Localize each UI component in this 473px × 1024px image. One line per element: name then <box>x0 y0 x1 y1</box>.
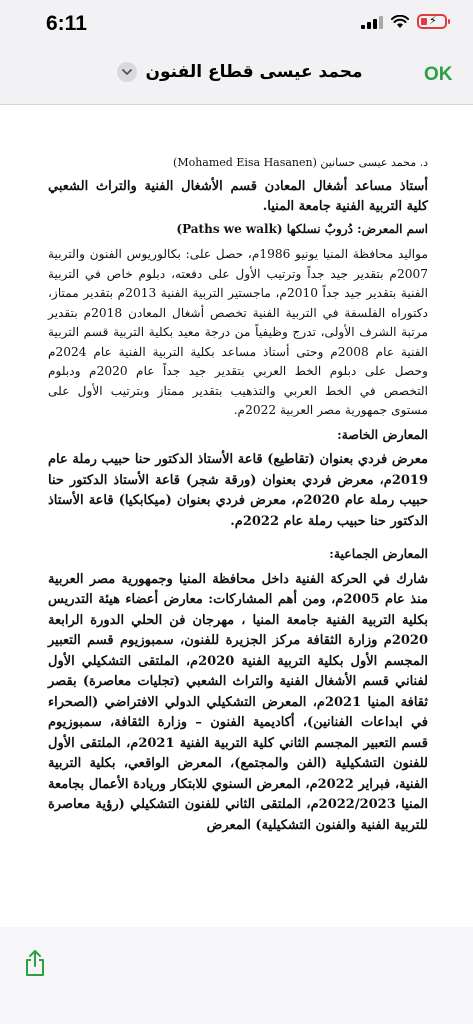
group-exhibitions-label: المعارض الجماعية: <box>329 546 428 561</box>
battery-charging-icon: ⚡ <box>417 14 447 29</box>
biography-paragraph: مواليد محافظة المنيا يونيو 1986م، حصل على: بكالوريوس الفنون والتربية 2007م بتقدير جيد جداً وترتيب الأول على دفعته، دبلوم خاص في التربية الفنية بتقدير جيد جداً 2010م، ماجستير التربية الفنية 2013م بتقدير ممتاز، دكتوراه الفلسفة في التربية الفنية تخصص أشغال المعادن 2018م بتقدير مرتبة الشرف الأولى، تدرج وظيفياً من درجة معيد بكلية التربية قسم التربية الفنية عام 2008م وحتى أستاذ مساعد بكلية التربية الفنية عام 2024م وحصل على دبلوم الخط العربي بتقدير جيد جداً عام 2020م ودبلوم التخصص في الخط العربي والتذهيب بتقدير ممتاز وبترتيب الأول على مستوى جمهورية مصر العربية 2022م. <box>48 247 429 417</box>
share-button[interactable] <box>23 949 47 977</box>
wifi-icon <box>391 15 409 29</box>
author-position-heading: أستاذ مساعد أشغال المعادن قسم الأشغال الفنية والتراث الشعبي كلية التربية الفنية جامعة المنيا. <box>48 178 428 214</box>
document-title-menu[interactable] <box>110 62 370 82</box>
solo-exhibitions-label: المعارض الخاصة: <box>337 426 428 442</box>
exhibition-name: اسم المعرض: دُروبٌ نسلكها (Paths we walk) <box>176 221 428 236</box>
status-time: 6:11 <box>46 12 87 35</box>
solo-exhibitions-text: معرض فردي بعنوان (تقاطيع) قاعة الأستاذ الدكتور حنا حبيب رملة عام 2019م، معرض فردي بعنوان (ورقة شجر) قاعة الأستاذ الدكتور حنا حبيب رملة عام 2020م، معرض فردي بعنوان (ميكابكيا) قاعة الأستاذ الدكتور حنا حبيب رملة عام 2022م. <box>48 452 428 529</box>
nav-bar <box>0 48 473 105</box>
signal-icon <box>361 15 383 29</box>
group-exhibitions-text: شارك في الحركة الفنية داخل محافظة المنيا وجمهورية مصر العربية منذ عام 2005م، ومن أهم المشاركات: معارض أعضاء هيئة التدريس بكلية التربية الفنية جامعة المنيا ، مهرجان فن الحلي الدورة الرابعة 2020م وزارة الثقافة مركز الجزيرة للفنون، سمبوزيوم قسم التعبير المجسم الأول بكلية التربية الفنية 2020م، الملتقى التشكيلي الأول لفناني قسم الأشغال الفنية والتراث الشعبي (تجليات معاصرة) بقصر ثقافة المنيا 2021م، المعرض التشكيلي الدولي الافتراضي (الصحراء في ابداعات الفنانين)، أكاديمية الفنون – وزارة الثقافة، سمبوزيوم قسم التعبير المجسم الثاني كلية التربية الفنية 2021م، الملتقى الأول للفنون التشكيلية (الفن والمجتمع)، المعرض الواقعي، بكلية التربية الفنية، فبراير 2022م، المعرض السنوي للابتكار وريادة الأعمال بجامعة المنيا 2022/2023م، الملتقى الثاني للفنون التشكيلي (رؤية معاصرة للتربية الفنية والفنون التشكيلية) المعرض <box>48 571 428 833</box>
status-bar <box>0 0 473 48</box>
chevron-down-icon[interactable] <box>117 62 137 82</box>
document-page[interactable] <box>0 105 473 927</box>
share-icon <box>23 949 47 977</box>
status-icons <box>361 14 447 29</box>
bottom-toolbar <box>0 927 473 1024</box>
document-title: محمد عيسى قطاع الفنون <box>145 62 363 82</box>
document-content <box>48 153 428 836</box>
author-line: د. محمد عيسى حسانين (Mohamed Eisa Hasanen) <box>173 156 428 169</box>
ok-button[interactable]: OK <box>424 64 453 85</box>
